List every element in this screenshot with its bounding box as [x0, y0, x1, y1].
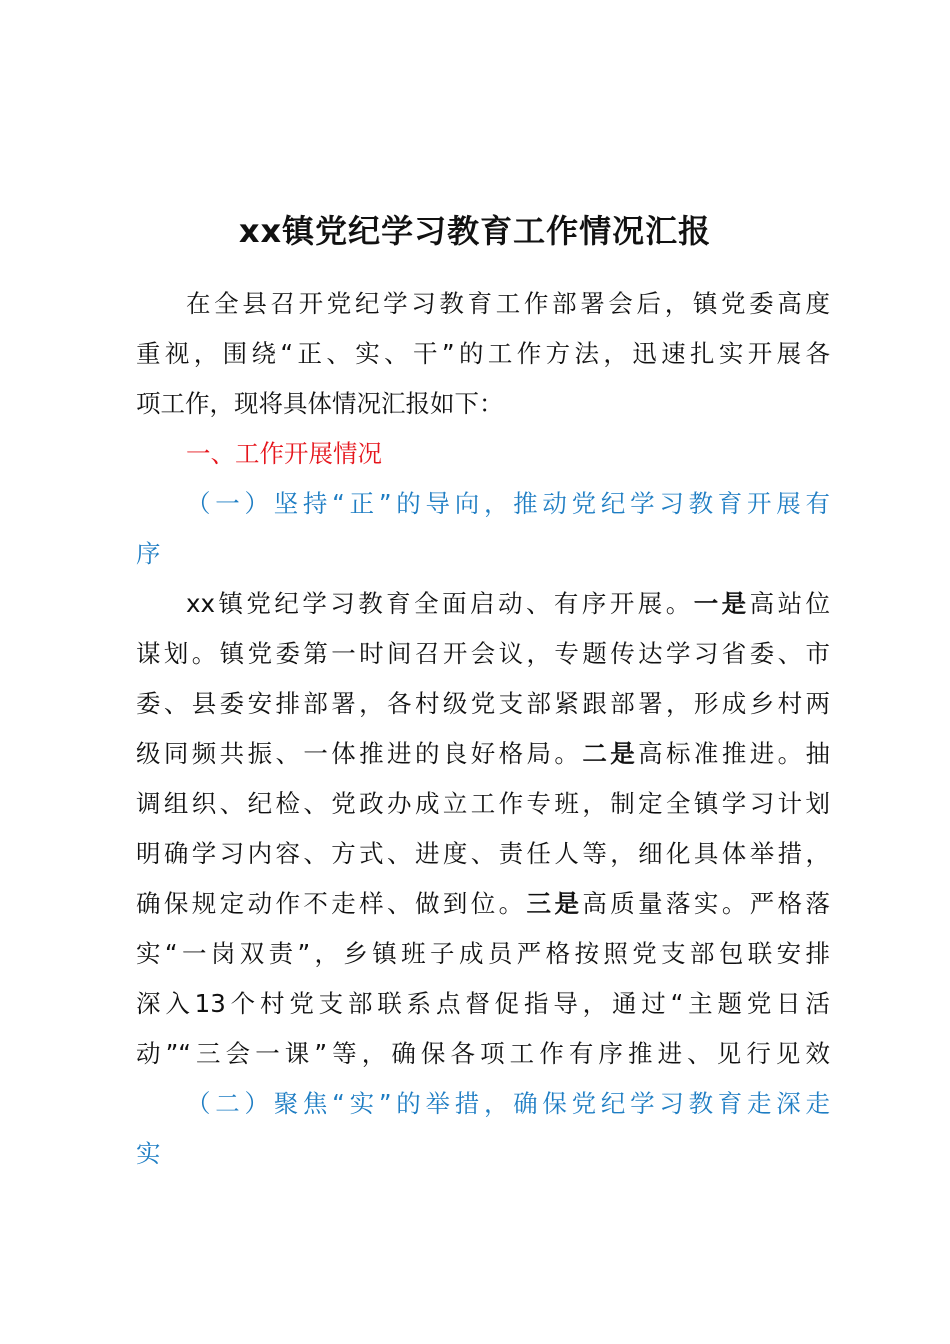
paragraph-1-line-5: 调组织、纪检、党政办成立工作专班，制定全镇学习计划 — [136, 789, 830, 818]
paragraph-1-line-8: 实“一岗双责”，乡镇班子成员严格按照党支部包联安排 — [136, 939, 830, 968]
intro-line-1: 在全县召开党纪学习教育工作部署会后，镇党委高度 — [186, 289, 830, 318]
intro-line-2: 重视，围绕“正、实、干”的工作方法，迅速扎实开展各 — [136, 339, 830, 368]
subheading-1-line-1: （一）坚持“正”的导向，推动党纪学习教育开展有 — [186, 489, 830, 518]
paragraph-1-line-3: 委、县委安排部署，各村级党支部紧跟部署，形成乡村两 — [136, 689, 830, 718]
paragraph-1-line-9: 深入13个村党支部联系点督促指导，通过“主题党日活 — [136, 989, 830, 1018]
subheading-2-line-2: 实 — [136, 1139, 161, 1168]
paragraph-text: 高标准推进。抽 — [638, 739, 831, 768]
section-heading-1: 一、工作开展情况 — [186, 439, 382, 468]
paragraph-1-line-7 — [136, 879, 830, 929]
paragraph-1-line-4 — [136, 729, 830, 779]
document-title: xx镇党纪学习教育工作情况汇报 — [238, 212, 712, 250]
subheading-1-line-2: 序 — [136, 539, 161, 568]
paragraph-text: 高站位 — [749, 589, 831, 618]
paragraph-text: 级同频共振、一体推进的良好格局。 — [136, 739, 583, 768]
bold-marker-second: 二是 — [582, 739, 639, 768]
paragraph-1-line-2: 谋划。镇党委第一时间召开会议，专题传达学习省委、市 — [136, 639, 830, 668]
paragraph-text: 高质量落实。严格落 — [582, 889, 831, 918]
subheading-2-line-1: （二）聚焦“实”的举措，确保党纪学习教育走深走 — [186, 1089, 830, 1118]
paragraph-1-line-6: 明确学习内容、方式、进度、责任人等，细化具体举措， — [136, 839, 830, 868]
intro-line-3: 项工作，现将具体情况汇报如下： — [136, 389, 504, 418]
bold-marker-first: 一是 — [693, 589, 750, 618]
paragraph-1-line-10: 动”“三会一课”等，确保各项工作有序推进、见行见效 — [136, 1039, 830, 1068]
paragraph-text: 确保规定动作不走样、做到位。 — [136, 889, 527, 918]
paragraph-text: xx镇党纪学习教育全面启动、有序开展。 — [186, 589, 694, 618]
bold-marker-third: 三是 — [526, 889, 583, 918]
paragraph-1-line-1 — [186, 579, 830, 629]
